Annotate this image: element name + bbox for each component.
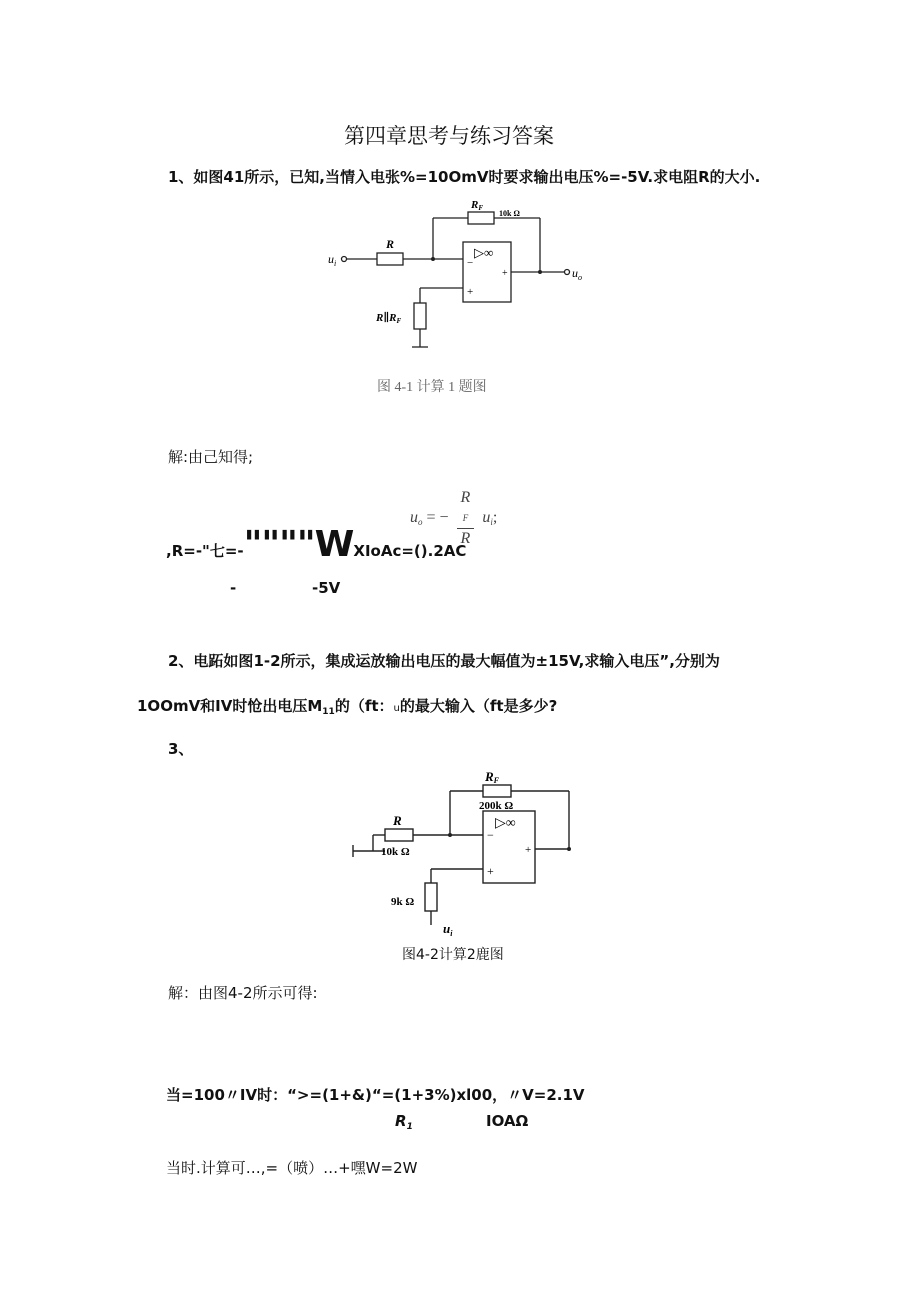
svg-text:R: R: [393, 813, 402, 828]
resistor-rf: [468, 212, 494, 224]
svg-text:200k Ω: 200k Ω: [479, 800, 514, 812]
question-2-line1: 2、电跖如图1-2所示，集成运放输出电压的最大幅值为±15V,求输入电压”,分别为: [168, 652, 720, 670]
svg-text:+: +: [502, 268, 508, 279]
answer-2-line2: 当时.计算可…,=（喷）…+嘿W=2W: [166, 1159, 418, 1177]
resistor-r: [385, 829, 413, 841]
circuit-figure-4-2: [345, 765, 585, 940]
answer-2-line1: 当=100〃IV时：“>=(1+&)“=(1+3%)xl00，〃V=2.1V: [166, 1086, 585, 1104]
svg-text:RF: RF: [485, 769, 500, 785]
svg-text:▷∞: ▷∞: [474, 245, 494, 260]
svg-text:+: +: [467, 286, 474, 298]
svg-text:▷∞: ▷∞: [495, 816, 516, 831]
answer-1-line2-a: -: [230, 579, 237, 597]
answer-1-intro: 解:由己知得;: [168, 448, 254, 466]
svg-text:图 4-1 计算 1 题图: 图 4-1 计算 1 题图: [377, 380, 487, 395]
svg-text:+: +: [487, 864, 494, 878]
svg-text:R: R: [386, 237, 395, 251]
question-1-text: 1、如图41所示，已知,当情入电张%=10OmV时要求输出电压%=-5V.求电阻R的大小.: [168, 168, 761, 186]
svg-text:ui: $u_i$: [443, 921, 453, 938]
svg-text:−: −: [487, 828, 494, 842]
answer-1-line2-b: -5V: [312, 579, 341, 597]
resistor-r: [377, 253, 403, 265]
resistor-rf: [483, 785, 511, 797]
answer-2-r1: $R_1$: [395, 1112, 413, 1132]
svg-text:−: −: [467, 257, 474, 269]
page-title: 第四章思考与练习答案: [344, 124, 554, 148]
svg-text:ui: $u_i$: [328, 252, 337, 268]
answer-2-ioa: IOAΩ: [486, 1112, 529, 1130]
answer-1-line1: ,R=-"七=-""""WXIoAc=().2AC: [166, 524, 467, 565]
resistor-9k: [425, 883, 437, 911]
question-3-label: 3、: [168, 740, 194, 758]
svg-text:+: +: [525, 844, 532, 856]
answer-1-formula: $u_o$ = − R F R $u_i$;: [410, 489, 498, 547]
answer-2-intro: 解：由图4-2所示可得:: [168, 984, 318, 1002]
question-2-line2: 1OOmV和IV时怆出电压$M_{11}$的（ft：u的最大输入（ft是多少?: [137, 697, 558, 717]
svg-text:RF: RF: [471, 199, 484, 212]
circuit-figure-4-1: [320, 195, 600, 405]
figure-4-2-caption: 图4-2计算2鹿图: [402, 947, 504, 963]
svg-text:uo: $u_o$: [572, 266, 582, 282]
svg-text:10k Ω: 10k Ω: [381, 846, 410, 858]
resistor-ground: [414, 303, 426, 329]
svg-text:9k Ω: 9k Ω: [391, 896, 415, 908]
svg-text:10k Ω: 10k Ω: [499, 209, 520, 218]
svg-text:R∥RF: R∥RF: [376, 312, 402, 325]
